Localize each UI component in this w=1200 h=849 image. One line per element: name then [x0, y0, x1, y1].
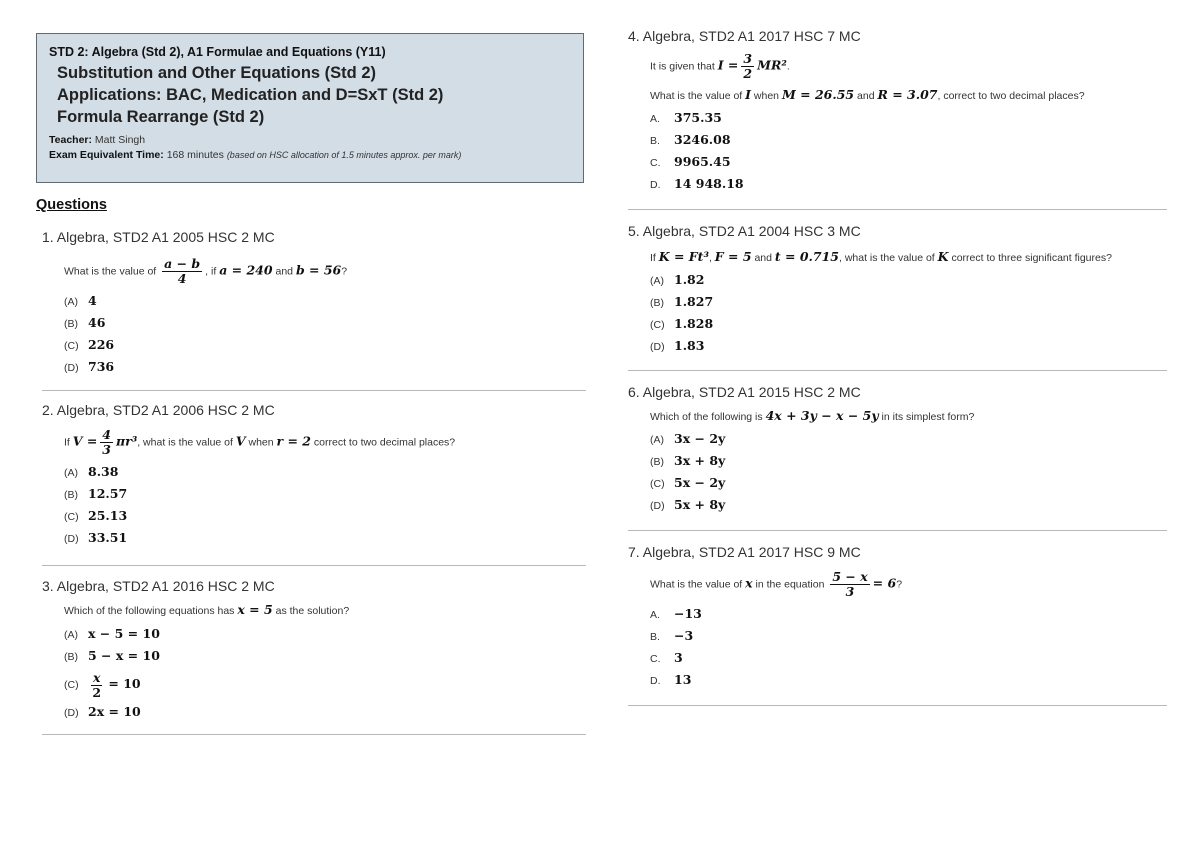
divider	[628, 209, 1167, 210]
option-label: (A)	[64, 467, 78, 479]
option-value: 1.828	[674, 316, 714, 331]
option-label: (C)	[64, 340, 79, 352]
option-c[interactable]	[650, 647, 1167, 669]
question-6	[622, 384, 1167, 516]
stem-text: and	[754, 252, 772, 264]
option-value: 5x − 2y	[674, 475, 726, 490]
option-value: 46	[88, 315, 106, 330]
question-stem	[650, 570, 1167, 599]
math-expression: r = 2	[276, 433, 311, 449]
option-value: 2x = 10	[88, 704, 141, 719]
stem-text: What is the value of	[650, 578, 743, 591]
option-value: 3246.08	[674, 132, 731, 147]
option-c[interactable]	[64, 505, 584, 527]
option-value: 375.35	[674, 110, 722, 125]
math-expression: M = 26.55	[781, 87, 855, 102]
option-label: C.	[650, 157, 661, 169]
options-list	[650, 428, 1167, 516]
option-b[interactable]	[650, 291, 1167, 313]
stem-text: correct to two decimal places?	[313, 436, 456, 449]
option-label: (D)	[650, 341, 665, 353]
option-label: (D)	[64, 362, 79, 374]
option-value: x − 5 = 10	[88, 626, 160, 641]
stem-text: Which of the following equations has	[64, 605, 235, 617]
option-value: 25.13	[88, 508, 128, 523]
option-value: 14 948.18	[674, 176, 744, 191]
divider	[42, 390, 586, 391]
subtopic-1: Substitution and Other Equations (Std 2)	[57, 64, 376, 82]
fraction-numerator: 3	[743, 51, 753, 66]
option-value: = 10	[108, 676, 141, 691]
option-label: B.	[650, 135, 660, 147]
stem-text: when	[753, 90, 780, 102]
option-label: C.	[650, 653, 661, 665]
question-2	[36, 402, 584, 549]
exam-time-note: (based on HSC allocation of 1.5 minutes approx. per mark)	[226, 150, 462, 160]
fraction	[162, 257, 202, 286]
fraction-denominator: 2	[743, 66, 753, 81]
option-c[interactable]	[650, 313, 1167, 335]
question-stem	[64, 428, 584, 457]
options-list	[650, 107, 1167, 195]
question-title: 2. Algebra, STD2 A1 2006 HSC 2 MC	[42, 402, 275, 418]
fraction-denominator: 4	[177, 271, 187, 286]
options-list	[64, 461, 584, 549]
option-b[interactable]	[650, 450, 1167, 472]
option-b[interactable]	[64, 483, 584, 505]
stem-text: Which of the following is	[650, 411, 763, 423]
option-value: 33.51	[88, 530, 128, 545]
subtopic-3: Formula Rearrange (Std 2)	[57, 108, 265, 126]
question-stem	[650, 247, 1167, 268]
option-b[interactable]	[650, 625, 1167, 647]
teacher-name: Matt Singh	[94, 134, 146, 146]
question-5	[622, 223, 1167, 357]
question-stem	[650, 85, 1167, 106]
fraction-denominator: 3	[845, 584, 855, 599]
option-label: D.	[650, 179, 661, 191]
option-label: (C)	[64, 679, 79, 691]
option-value: 1.827	[674, 294, 714, 309]
option-a[interactable]	[64, 623, 584, 645]
question-title: 3. Algebra, STD2 A1 2016 HSC 2 MC	[42, 578, 275, 594]
math-expression: F = 5	[714, 249, 752, 264]
option-value: 9965.45	[674, 154, 731, 169]
fraction-denominator: 2	[92, 684, 102, 700]
option-label: (B)	[650, 456, 664, 468]
question-title: 1. Algebra, STD2 A1 2005 HSC 2 MC	[42, 229, 275, 245]
question-title: 6. Algebra, STD2 A1 2015 HSC 2 MC	[628, 384, 861, 400]
option-a[interactable]	[650, 269, 1167, 291]
question-4	[622, 28, 1167, 195]
option-value: −13	[674, 606, 702, 621]
stem-text: correct to three significant figures?	[951, 252, 1112, 264]
fraction-numerator: x	[93, 669, 101, 685]
option-label: (C)	[64, 511, 79, 523]
option-label: (C)	[650, 319, 665, 331]
options-list	[650, 269, 1167, 357]
option-value: 12.57	[88, 486, 128, 501]
exam-time-value: 168 minutes	[166, 149, 224, 161]
option-a[interactable]	[64, 461, 584, 483]
question-title: 7. Algebra, STD2 A1 2017 HSC 9 MC	[628, 544, 861, 560]
option-d[interactable]	[64, 356, 584, 378]
math-expression: πr³	[116, 433, 138, 449]
stem-text: If	[64, 436, 70, 449]
fraction-numerator: 4	[102, 427, 111, 442]
option-label: (B)	[64, 318, 78, 330]
option-a[interactable]	[650, 603, 1167, 625]
divider	[628, 530, 1167, 531]
fraction	[741, 52, 754, 81]
stem-text: ?	[341, 265, 348, 278]
stem-text: It is given that	[650, 60, 715, 73]
question-3	[36, 578, 584, 723]
math-expression: a = 240	[219, 262, 273, 278]
math-expression: V =	[72, 433, 98, 449]
option-d[interactable]	[650, 669, 1167, 691]
stem-text: in its simplest form?	[881, 411, 975, 423]
stem-text: and	[857, 90, 875, 102]
option-label: A.	[650, 609, 660, 621]
question-stem	[64, 600, 584, 621]
option-label: (A)	[64, 296, 78, 308]
stem-text: .	[786, 60, 790, 73]
option-d[interactable]	[650, 173, 1167, 195]
exam-time-label: Exam Equivalent Time:	[49, 149, 164, 161]
option-d[interactable]	[650, 335, 1167, 357]
math-expression: 4x + 3y − x − 5y	[765, 408, 879, 423]
divider	[42, 734, 586, 735]
subtopic-2: Applications: BAC, Medication and D=SxT (Std 2)	[57, 86, 444, 104]
math-expression: = 6	[872, 575, 897, 591]
option-d[interactable]	[650, 494, 1167, 516]
option-b[interactable]	[64, 645, 584, 667]
fraction-numerator: a − b	[164, 256, 201, 271]
question-title: 5. Algebra, STD2 A1 2004 HSC 3 MC	[628, 223, 861, 239]
divider	[628, 705, 1167, 706]
math-expression: x = 5	[237, 602, 273, 617]
fraction-numerator: 5 − x	[832, 569, 868, 584]
option-label: A.	[650, 113, 660, 125]
option-value: −3	[674, 628, 694, 643]
option-value: 8.38	[88, 464, 119, 479]
stem-text: , if	[205, 265, 217, 278]
stem-text: What is the value of	[64, 265, 157, 278]
divider	[42, 565, 586, 566]
option-value: 5 − x = 10	[88, 648, 160, 663]
option-value: 4	[88, 293, 97, 308]
stem-text: ,	[708, 252, 712, 264]
divider	[628, 370, 1167, 371]
option-c[interactable]	[64, 334, 584, 356]
option-label: (A)	[650, 275, 664, 287]
option-a[interactable]	[64, 290, 584, 312]
question-7	[622, 544, 1167, 691]
option-label: (B)	[650, 297, 664, 309]
option-c[interactable]	[64, 667, 584, 701]
option-value: 5x + 8y	[674, 497, 726, 512]
option-label: (B)	[64, 651, 78, 663]
fraction	[100, 428, 113, 457]
question-stem	[64, 257, 584, 286]
stem-text: in the equation	[755, 578, 825, 591]
stem-text: If	[650, 252, 656, 264]
option-c[interactable]	[650, 472, 1167, 494]
option-label: (D)	[64, 533, 79, 545]
option-b[interactable]	[64, 312, 584, 334]
topic-header-box	[36, 33, 584, 183]
teacher-label: Teacher:	[49, 134, 92, 146]
math-expression: I =	[717, 57, 739, 73]
option-label: B.	[650, 631, 660, 643]
option-label: (D)	[650, 500, 665, 512]
stem-text: , what is the value of	[839, 252, 935, 264]
option-label: (A)	[64, 629, 78, 641]
stem-text: , correct to two decimal places?	[937, 90, 1085, 102]
math-expression: t = 0.715	[774, 249, 839, 264]
question-title: 4. Algebra, STD2 A1 2017 HSC 7 MC	[628, 28, 861, 44]
option-value: 1.82	[674, 272, 705, 287]
questions-heading: Questions	[36, 197, 107, 213]
stem-text: , what is the value of	[137, 436, 233, 449]
option-value: 3x + 8y	[674, 453, 726, 468]
option-value: 3x − 2y	[674, 431, 726, 446]
exam-time-line	[49, 149, 571, 161]
fraction-denominator: 3	[102, 442, 111, 457]
math-expression: K = Ft³	[658, 249, 709, 264]
math-expression: b = 56	[295, 262, 342, 278]
math-expression: K	[937, 249, 949, 264]
question-stem	[650, 406, 1167, 427]
option-label: (D)	[64, 707, 79, 719]
question-1	[36, 229, 584, 378]
option-value: 3	[674, 650, 683, 665]
option-value: 1.83	[674, 338, 705, 353]
option-d[interactable]	[64, 527, 584, 549]
topic-title: STD 2: Algebra (Std 2), A1 Formulae and Equations (Y11)	[49, 45, 386, 59]
stem-text: What is the value of	[650, 90, 743, 102]
teacher-line	[49, 134, 571, 146]
stem-text: ?	[896, 578, 903, 591]
option-value: 226	[88, 337, 115, 352]
option-a[interactable]	[650, 428, 1167, 450]
math-expression: R = 3.07	[877, 87, 938, 102]
option-a[interactable]	[650, 107, 1167, 129]
options-list	[650, 603, 1167, 691]
option-label: (A)	[650, 434, 664, 446]
options-list	[64, 290, 584, 378]
question-stem	[650, 52, 1167, 81]
option-value: 736	[88, 359, 115, 374]
math-expression: V	[235, 433, 246, 449]
option-b[interactable]	[650, 129, 1167, 151]
fraction	[91, 671, 102, 700]
fraction	[830, 570, 869, 599]
option-c[interactable]	[650, 151, 1167, 173]
option-d[interactable]	[64, 701, 584, 723]
option-label: D.	[650, 675, 661, 687]
math-expression: x	[745, 575, 753, 591]
stem-text: when	[248, 436, 274, 449]
option-value: 13	[674, 672, 692, 687]
option-label: (B)	[64, 489, 78, 501]
options-list	[64, 623, 584, 723]
stem-text: as the solution?	[275, 605, 350, 617]
option-label: (C)	[650, 478, 665, 490]
math-expression: MR²	[757, 57, 787, 73]
stem-text: and	[275, 265, 294, 278]
math-expression: I	[745, 87, 751, 102]
